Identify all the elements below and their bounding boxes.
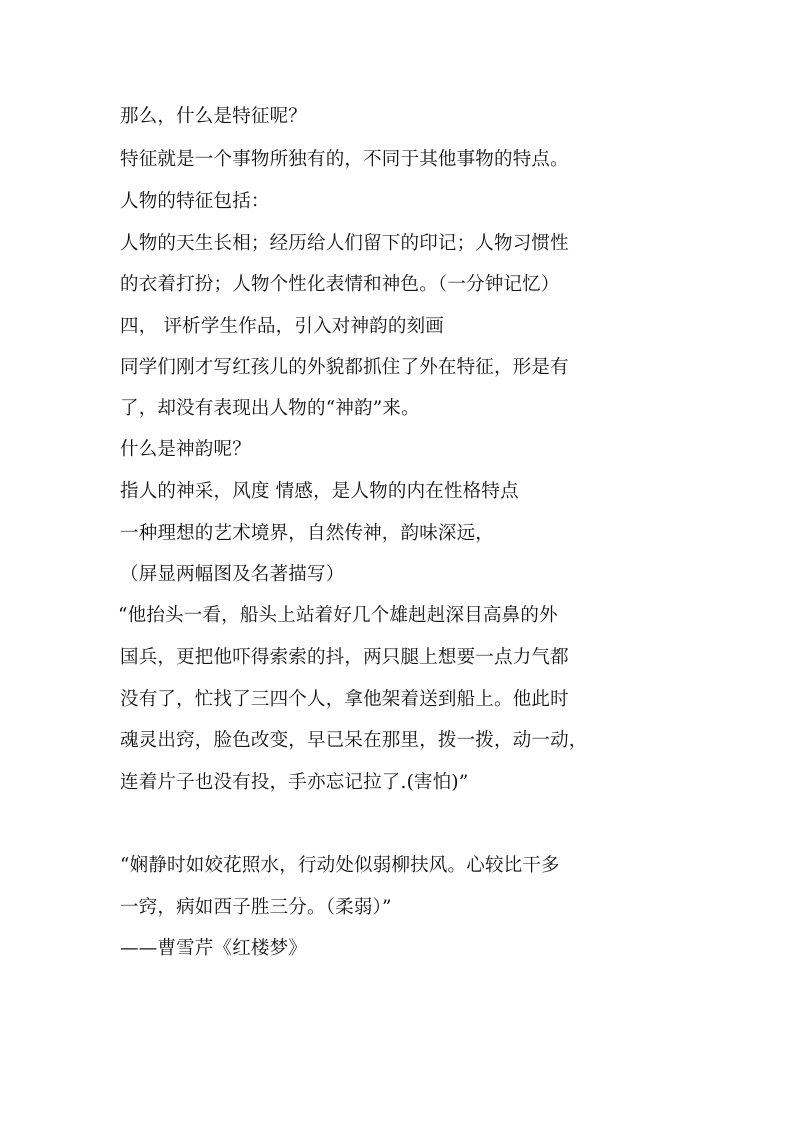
text-line-1: 那么，什么是特征呢？ [120, 106, 308, 127]
attribution: ——曹雪芹《红楼梦》 [120, 938, 308, 959]
quote-line-4: 魂灵出窍，脸色改变，早已呆在那里，拨一拨，动一动， [120, 730, 588, 751]
quote-line-3: 没有了，忙找了三四个人，拿他架着送到船上。他此时 [120, 689, 569, 710]
quote-2-line-1: “娴静时如姣花照水，行动处似弱柳扶风。心较比干多 [120, 855, 560, 876]
quote-line-5: 连着片子也没有投，手亦忘记拉了.(害怕)” [120, 772, 469, 793]
text-line-9: 什么是神韵呢？ [120, 439, 251, 460]
quote-line-2: 国兵，更把他吓得索索的抖，两只腿上想要一点力气都 [120, 647, 569, 668]
text-line-10: 指人的神采，风度 情感，是人物的内在性格特点 [120, 481, 519, 502]
text-line-3: 人物的特征包括： [120, 191, 270, 212]
text-line-2: 特征就是一个事物所独有的，不同于其他事物的特点。 [120, 149, 569, 170]
text-line-12: （屏显两幅图及名著描写） [120, 564, 345, 585]
text-line-11: 一种理想的艺术境界，自然传神，韵味深远， [120, 523, 495, 544]
text-line-5: 的衣着打扮；人物个性化表情和神色。（一分钟记忆） [120, 274, 560, 295]
quote-line-1: “他抬头一看，船头上站着好几个雄赳赳深目高鼻的外 [118, 605, 558, 626]
text-line-8: 了，却没有表现出人物的“神韵”来。 [120, 398, 420, 419]
text-line-4: 人物的天生长相；经历给人们留下的印记；人物习惯性 [120, 233, 569, 254]
quote-2-line-2: 一窍，病如西子胜三分。（柔弱）” [120, 897, 392, 918]
text-line-7: 同学们刚才写红孩儿的外貌都抓住了外在特征，形是有 [120, 357, 569, 378]
section-heading: 四， 评析学生作品，引入对神韵的刻画 [120, 316, 444, 337]
